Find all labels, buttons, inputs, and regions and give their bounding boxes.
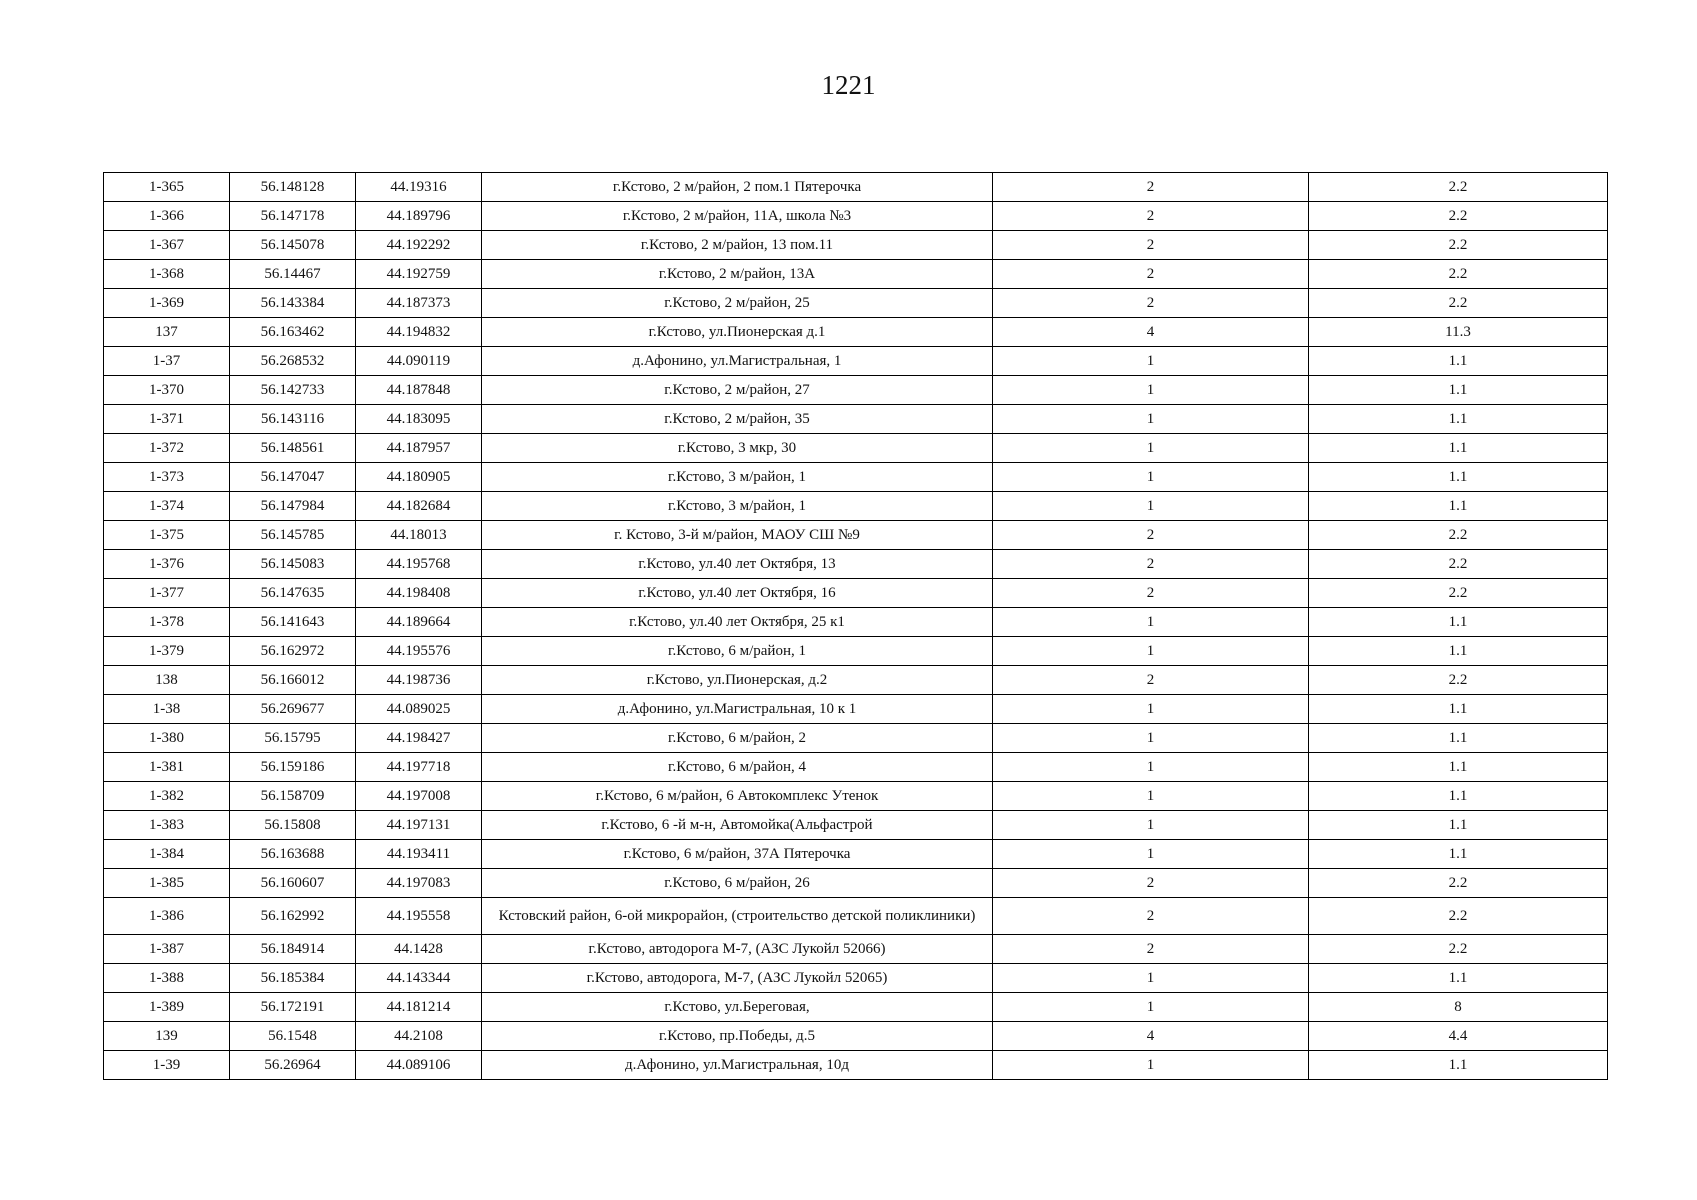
cell-longitude: 44.090119: [356, 347, 482, 376]
cell-longitude: 44.197131: [356, 811, 482, 840]
cell-longitude: 44.182684: [356, 492, 482, 521]
cell-latitude: 56.147635: [230, 579, 356, 608]
cell-latitude: 56.15795: [230, 724, 356, 753]
table-row: [104, 289, 1608, 318]
cell-latitude: 56.162972: [230, 637, 356, 666]
cell-latitude: 56.268532: [230, 347, 356, 376]
cell-id: 1-383: [104, 811, 230, 840]
table-row: [104, 666, 1608, 695]
cell-count: 2: [993, 173, 1309, 202]
cell-address: г.Кстово, пр.Победы, д.5: [482, 1022, 993, 1051]
cell-longitude: 44.181214: [356, 993, 482, 1022]
cell-address: г.Кстово, 2 м/район, 35: [482, 405, 993, 434]
table-row: [104, 935, 1608, 964]
cell-latitude: 56.142733: [230, 376, 356, 405]
cell-longitude: 44.187957: [356, 434, 482, 463]
cell-count: 2: [993, 521, 1309, 550]
cell-address: г.Кстово, автодорога, М-7, (АЗС Лукойл 52065): [482, 964, 993, 993]
table-row: [104, 521, 1608, 550]
cell-latitude: 56.145785: [230, 521, 356, 550]
cell-value: 2.2: [1309, 666, 1608, 695]
cell-address: Кстовский район, 6-ой микрорайон, (строительство детской поликлиники): [482, 898, 993, 935]
cell-value: 2.2: [1309, 869, 1608, 898]
cell-id: 1-372: [104, 434, 230, 463]
cell-latitude: 56.148128: [230, 173, 356, 202]
cell-id: 1-378: [104, 608, 230, 637]
cell-id: 1-368: [104, 260, 230, 289]
cell-latitude: 56.163462: [230, 318, 356, 347]
cell-address: г.Кстово, 2 м/район, 27: [482, 376, 993, 405]
cell-address: г.Кстово, ул.Береговая,: [482, 993, 993, 1022]
cell-longitude: 44.198408: [356, 579, 482, 608]
cell-count: 2: [993, 260, 1309, 289]
cell-address: г.Кстово, ул.40 лет Октября, 25 к1: [482, 608, 993, 637]
cell-count: 2: [993, 869, 1309, 898]
cell-latitude: 56.147178: [230, 202, 356, 231]
cell-count: 1: [993, 405, 1309, 434]
cell-count: 2: [993, 289, 1309, 318]
cell-value: 2.2: [1309, 550, 1608, 579]
cell-id: 1-382: [104, 782, 230, 811]
cell-count: 1: [993, 608, 1309, 637]
cell-count: 1: [993, 695, 1309, 724]
cell-count: 2: [993, 935, 1309, 964]
cell-id: 1-375: [104, 521, 230, 550]
cell-value: 1.1: [1309, 376, 1608, 405]
cell-value: 2.2: [1309, 898, 1608, 935]
cell-address: г.Кстово, 2 м/район, 11А, школа №3: [482, 202, 993, 231]
cell-value: 4.4: [1309, 1022, 1608, 1051]
cell-latitude: 56.159186: [230, 753, 356, 782]
cell-value: 2.2: [1309, 173, 1608, 202]
cell-value: 1.1: [1309, 492, 1608, 521]
cell-address: г.Кстово, 2 м/район, 2 пом.1 Пятерочка: [482, 173, 993, 202]
cell-value: 1.1: [1309, 840, 1608, 869]
cell-address: г.Кстово, 6 м/район, 1: [482, 637, 993, 666]
cell-count: 1: [993, 724, 1309, 753]
cell-value: 1.1: [1309, 964, 1608, 993]
cell-value: 2.2: [1309, 202, 1608, 231]
cell-latitude: 56.185384: [230, 964, 356, 993]
cell-address: г.Кстово, автодорога М-7, (АЗС Лукойл 52066): [482, 935, 993, 964]
cell-id: 1-379: [104, 637, 230, 666]
cell-count: 2: [993, 550, 1309, 579]
table-row: [104, 260, 1608, 289]
cell-latitude: 56.1548: [230, 1022, 356, 1051]
cell-id: 1-386: [104, 898, 230, 935]
cell-value: 1.1: [1309, 637, 1608, 666]
cell-latitude: 56.148561: [230, 434, 356, 463]
table-row: [104, 724, 1608, 753]
cell-id: 1-384: [104, 840, 230, 869]
cell-address: г.Кстово, 3 мкр, 30: [482, 434, 993, 463]
cell-value: 2.2: [1309, 935, 1608, 964]
cell-address: г.Кстово, ул.Пионерская д.1: [482, 318, 993, 347]
cell-value: 2.2: [1309, 579, 1608, 608]
cell-id: 1-388: [104, 964, 230, 993]
cell-value: 1.1: [1309, 347, 1608, 376]
cell-address: г.Кстово, 6 м/район, 2: [482, 724, 993, 753]
table-row: [104, 782, 1608, 811]
cell-count: 1: [993, 993, 1309, 1022]
cell-value: 1.1: [1309, 405, 1608, 434]
cell-address: г.Кстово, 2 м/район, 25: [482, 289, 993, 318]
cell-longitude: 44.194832: [356, 318, 482, 347]
cell-longitude: 44.197718: [356, 753, 482, 782]
cell-id: 1-376: [104, 550, 230, 579]
cell-latitude: 56.143384: [230, 289, 356, 318]
cell-count: 1: [993, 753, 1309, 782]
cell-latitude: 56.184914: [230, 935, 356, 964]
cell-value: 1.1: [1309, 811, 1608, 840]
cell-id: 1-387: [104, 935, 230, 964]
cell-longitude: 44.193411: [356, 840, 482, 869]
cell-id: 1-373: [104, 463, 230, 492]
cell-longitude: 44.195768: [356, 550, 482, 579]
cell-id: 137: [104, 318, 230, 347]
cell-id: 1-37: [104, 347, 230, 376]
table-row: [104, 869, 1608, 898]
cell-longitude: 44.192292: [356, 231, 482, 260]
cell-id: 1-365: [104, 173, 230, 202]
cell-address: г. Кстово, 3-й м/район, МАОУ СШ №9: [482, 521, 993, 550]
cell-count: 2: [993, 202, 1309, 231]
cell-latitude: 56.145083: [230, 550, 356, 579]
table-row: [104, 347, 1608, 376]
cell-value: 1.1: [1309, 463, 1608, 492]
cell-address: г.Кстово, 6 м/район, 6 Автокомплекс Утенок: [482, 782, 993, 811]
table-row: [104, 173, 1608, 202]
data-table: [103, 172, 1608, 1080]
cell-id: 1-366: [104, 202, 230, 231]
cell-count: 1: [993, 964, 1309, 993]
cell-address: г.Кстово, 3 м/район, 1: [482, 463, 993, 492]
cell-longitude: 44.089106: [356, 1051, 482, 1080]
cell-address: г.Кстово, 6 м/район, 37А Пятерочка: [482, 840, 993, 869]
cell-id: 1-381: [104, 753, 230, 782]
cell-longitude: 44.189796: [356, 202, 482, 231]
cell-longitude: 44.197083: [356, 869, 482, 898]
cell-longitude: 44.195576: [356, 637, 482, 666]
cell-id: 1-389: [104, 993, 230, 1022]
cell-address: д.Афонино, ул.Магистральная, 10 к 1: [482, 695, 993, 724]
cell-count: 1: [993, 840, 1309, 869]
cell-longitude: 44.197008: [356, 782, 482, 811]
cell-address: г.Кстово, 6 м/район, 4: [482, 753, 993, 782]
cell-address: г.Кстово, 6 м/район, 26: [482, 869, 993, 898]
table-row: [104, 993, 1608, 1022]
cell-longitude: 44.187373: [356, 289, 482, 318]
cell-count: 1: [993, 811, 1309, 840]
cell-latitude: 56.141643: [230, 608, 356, 637]
table-row: [104, 434, 1608, 463]
cell-address: д.Афонино, ул.Магистральная, 1: [482, 347, 993, 376]
cell-count: 1: [993, 434, 1309, 463]
cell-count: 2: [993, 898, 1309, 935]
cell-longitude: 44.143344: [356, 964, 482, 993]
cell-count: 1: [993, 637, 1309, 666]
cell-latitude: 56.15808: [230, 811, 356, 840]
cell-count: 1: [993, 492, 1309, 521]
cell-longitude: 44.195558: [356, 898, 482, 935]
cell-longitude: 44.180905: [356, 463, 482, 492]
cell-longitude: 44.192759: [356, 260, 482, 289]
cell-value: 1.1: [1309, 724, 1608, 753]
cell-value: 1.1: [1309, 695, 1608, 724]
page-number: 1221: [821, 70, 876, 100]
cell-count: 2: [993, 666, 1309, 695]
cell-value: 8: [1309, 993, 1608, 1022]
cell-value: 1.1: [1309, 1051, 1608, 1080]
cell-id: 1-380: [104, 724, 230, 753]
table-row: [104, 753, 1608, 782]
cell-address: г.Кстово, 2 м/район, 13 пом.11: [482, 231, 993, 260]
cell-id: 1-374: [104, 492, 230, 521]
cell-count: 1: [993, 782, 1309, 811]
cell-latitude: 56.158709: [230, 782, 356, 811]
cell-address: г.Кстово, ул.40 лет Октября, 16: [482, 579, 993, 608]
cell-longitude: 44.198427: [356, 724, 482, 753]
cell-id: 1-38: [104, 695, 230, 724]
table-row: [104, 231, 1608, 260]
table-row: [104, 405, 1608, 434]
cell-longitude: 44.198736: [356, 666, 482, 695]
cell-id: 138: [104, 666, 230, 695]
table-row: [104, 695, 1608, 724]
cell-id: 1-370: [104, 376, 230, 405]
cell-id: 1-369: [104, 289, 230, 318]
cell-longitude: 44.089025: [356, 695, 482, 724]
cell-id: 1-39: [104, 1051, 230, 1080]
cell-id: 1-377: [104, 579, 230, 608]
cell-latitude: 56.147047: [230, 463, 356, 492]
cell-count: 4: [993, 318, 1309, 347]
table-row: [104, 550, 1608, 579]
cell-longitude: 44.2108: [356, 1022, 482, 1051]
table-row: [104, 202, 1608, 231]
table-row: [104, 492, 1608, 521]
table-row: [104, 608, 1608, 637]
cell-id: 1-371: [104, 405, 230, 434]
cell-latitude: 56.14467: [230, 260, 356, 289]
cell-value: 2.2: [1309, 289, 1608, 318]
cell-latitude: 56.160607: [230, 869, 356, 898]
table-row: [104, 637, 1608, 666]
table-row: [104, 1022, 1608, 1051]
cell-latitude: 56.163688: [230, 840, 356, 869]
cell-address: г.Кстово, 2 м/район, 13А: [482, 260, 993, 289]
cell-latitude: 56.147984: [230, 492, 356, 521]
cell-value: 2.2: [1309, 260, 1608, 289]
cell-value: 11.3: [1309, 318, 1608, 347]
cell-address: г.Кстово, 3 м/район, 1: [482, 492, 993, 521]
cell-value: 1.1: [1309, 608, 1608, 637]
cell-latitude: 56.166012: [230, 666, 356, 695]
table-row: [104, 898, 1608, 935]
cell-value: 1.1: [1309, 782, 1608, 811]
cell-address: г.Кстово, ул.40 лет Октября, 13: [482, 550, 993, 579]
cell-address: д.Афонино, ул.Магистральная, 10д: [482, 1051, 993, 1080]
cell-latitude: 56.269677: [230, 695, 356, 724]
cell-value: 1.1: [1309, 434, 1608, 463]
table-row: [104, 1051, 1608, 1080]
cell-count: 4: [993, 1022, 1309, 1051]
cell-longitude: 44.18013: [356, 521, 482, 550]
cell-address: г.Кстово, ул.Пионерская, д.2: [482, 666, 993, 695]
cell-longitude: 44.1428: [356, 935, 482, 964]
table-row: [104, 840, 1608, 869]
cell-id: 1-367: [104, 231, 230, 260]
cell-count: 2: [993, 579, 1309, 608]
cell-count: 1: [993, 347, 1309, 376]
cell-count: 1: [993, 463, 1309, 492]
cell-count: 1: [993, 1051, 1309, 1080]
table-row: [104, 463, 1608, 492]
cell-value: 2.2: [1309, 521, 1608, 550]
cell-latitude: 56.26964: [230, 1051, 356, 1080]
table-body: [104, 173, 1608, 1080]
table-row: [104, 579, 1608, 608]
cell-latitude: 56.162992: [230, 898, 356, 935]
cell-longitude: 44.19316: [356, 173, 482, 202]
cell-longitude: 44.189664: [356, 608, 482, 637]
cell-count: 1: [993, 376, 1309, 405]
cell-latitude: 56.143116: [230, 405, 356, 434]
cell-value: 1.1: [1309, 753, 1608, 782]
table-row: [104, 318, 1608, 347]
cell-longitude: 44.187848: [356, 376, 482, 405]
cell-address: г.Кстово, 6 -й м-н, Автомойка(Альфастрой: [482, 811, 993, 840]
table-row: [104, 376, 1608, 405]
cell-value: 2.2: [1309, 231, 1608, 260]
cell-latitude: 56.172191: [230, 993, 356, 1022]
cell-longitude: 44.183095: [356, 405, 482, 434]
cell-latitude: 56.145078: [230, 231, 356, 260]
cell-id: 1-385: [104, 869, 230, 898]
cell-count: 2: [993, 231, 1309, 260]
cell-id: 139: [104, 1022, 230, 1051]
table-row: [104, 811, 1608, 840]
table-row: [104, 964, 1608, 993]
